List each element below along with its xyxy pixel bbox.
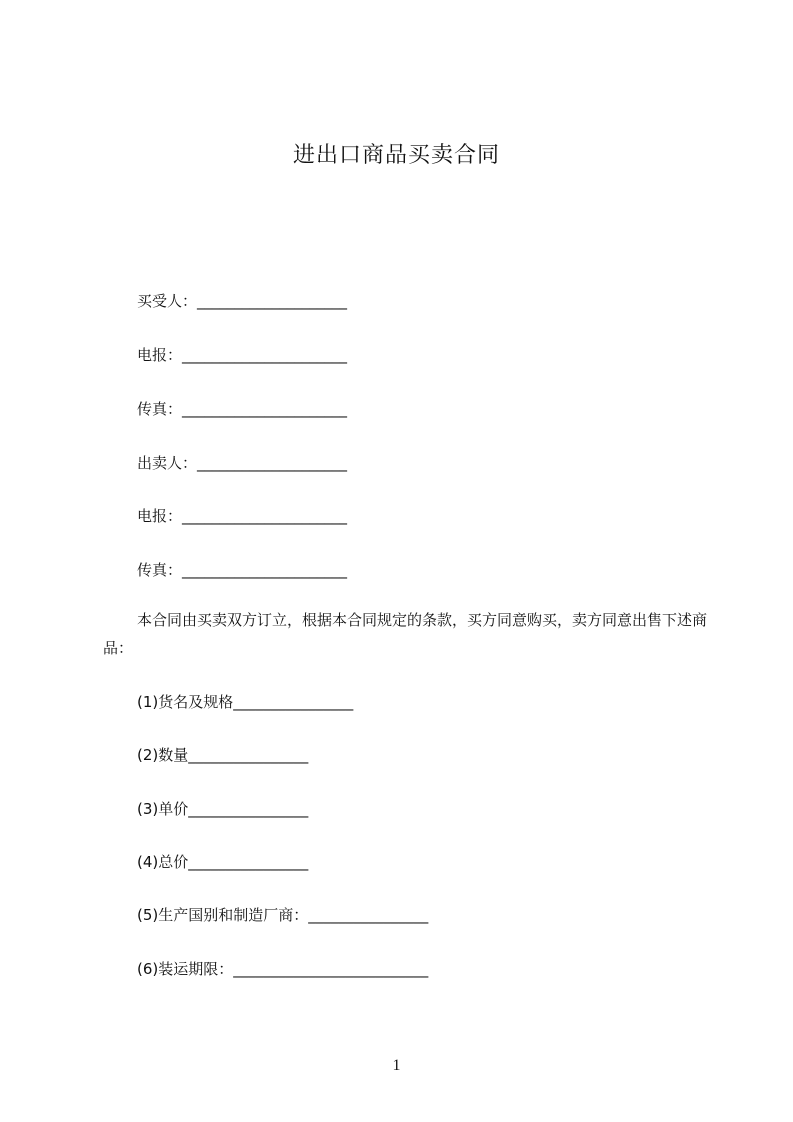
- item-quantity: (2)数量________________: [137, 746, 309, 764]
- document-title: 进出口商品买卖合同: [292, 143, 500, 168]
- item-shipment-deadline: (6)装运期限：__________________________: [137, 960, 429, 978]
- seller-field: 出卖人：____________________: [137, 454, 348, 472]
- item-total-price: (4)总价________________: [137, 853, 309, 871]
- buyer-field: 买受人：____________________: [137, 292, 348, 310]
- seller-telegraph-field: 电报：______________________: [137, 507, 348, 525]
- item-origin-manufacturer: (5)生产国别和制造厂商：________________: [137, 906, 429, 924]
- buyer-telegraph-field: 电报：______________________: [137, 346, 348, 364]
- contract-intro-paragraph: 本合同由买卖双方订立，根据本合同规定的条款，买方同意购买，卖方同意出售下述商品：: [103, 611, 708, 657]
- item-goods-specification: (1)货名及规格________________: [137, 693, 354, 711]
- item-unit-price: (3)单价________________: [137, 800, 309, 818]
- buyer-fax-field: 传真：______________________: [137, 400, 348, 418]
- page-number: 1: [392, 1057, 401, 1074]
- seller-fax-field: 传真：______________________: [137, 561, 348, 579]
